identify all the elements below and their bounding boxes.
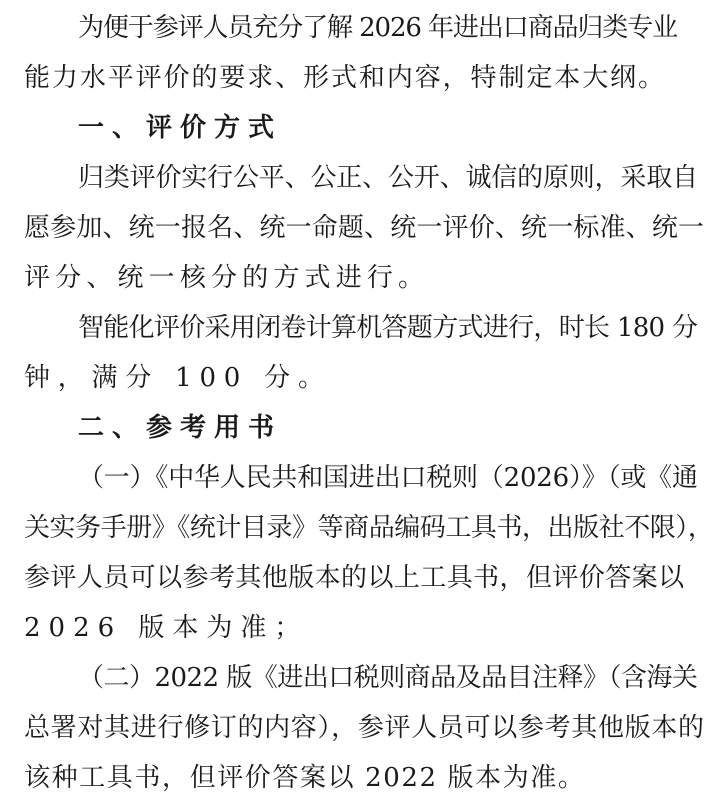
- paragraph-book-2-line-2: 总署对其进行修订的内容），参评人员可以参考其他版本的: [24, 713, 705, 743]
- paragraph-book-2-line-1: （二）2022 版《进出口税则商品及品目注释》（含海关: [78, 663, 698, 693]
- paragraph-book-1-line-4: 2026 版本为准；: [24, 613, 309, 643]
- paragraph-book-1-line-3: 参评人员可以参考其他版本的以上工具书，但评价答案以: [24, 563, 685, 593]
- paragraph-exam-format-line-2: 钟，满分 100 分。: [24, 363, 332, 393]
- paragraph-book-1-line-1: （一）《中华人民共和国进出口税则（2026）》（或《通: [78, 463, 698, 493]
- paragraph-method-line-2: 愿参加、统一报名、统一命题、统一评价、统一标准、统一: [24, 213, 705, 243]
- paragraph-book-1-line-2: 关实务手册》《统计目录》等商品编码工具书，出版社不限），: [24, 513, 714, 543]
- paragraph-intro-line-2: 能力水平评价的要求、形式和内容，特制定本大纲。: [24, 63, 666, 93]
- paragraph-intro-line-1: 为便于参评人员充分了解 2026 年进出口商品归类专业: [78, 13, 677, 43]
- paragraph-method-line-3: 评分、统一核分的方式进行。: [24, 263, 430, 293]
- section-heading-reference-books: 二、参考用书: [78, 413, 283, 443]
- paragraph-method-line-1: 归类评价实行公平、公正、公开、诚信的原则，采取自: [78, 163, 698, 193]
- section-heading-evaluation-method: 一、评价方式: [78, 113, 283, 143]
- paragraph-exam-format-line-1: 智能化评价采用闭卷计算机答题方式进行，时长 180 分: [78, 313, 698, 343]
- paragraph-book-2-line-3: 该种工具书，但评价答案以 2022 版本为准。: [24, 763, 586, 793]
